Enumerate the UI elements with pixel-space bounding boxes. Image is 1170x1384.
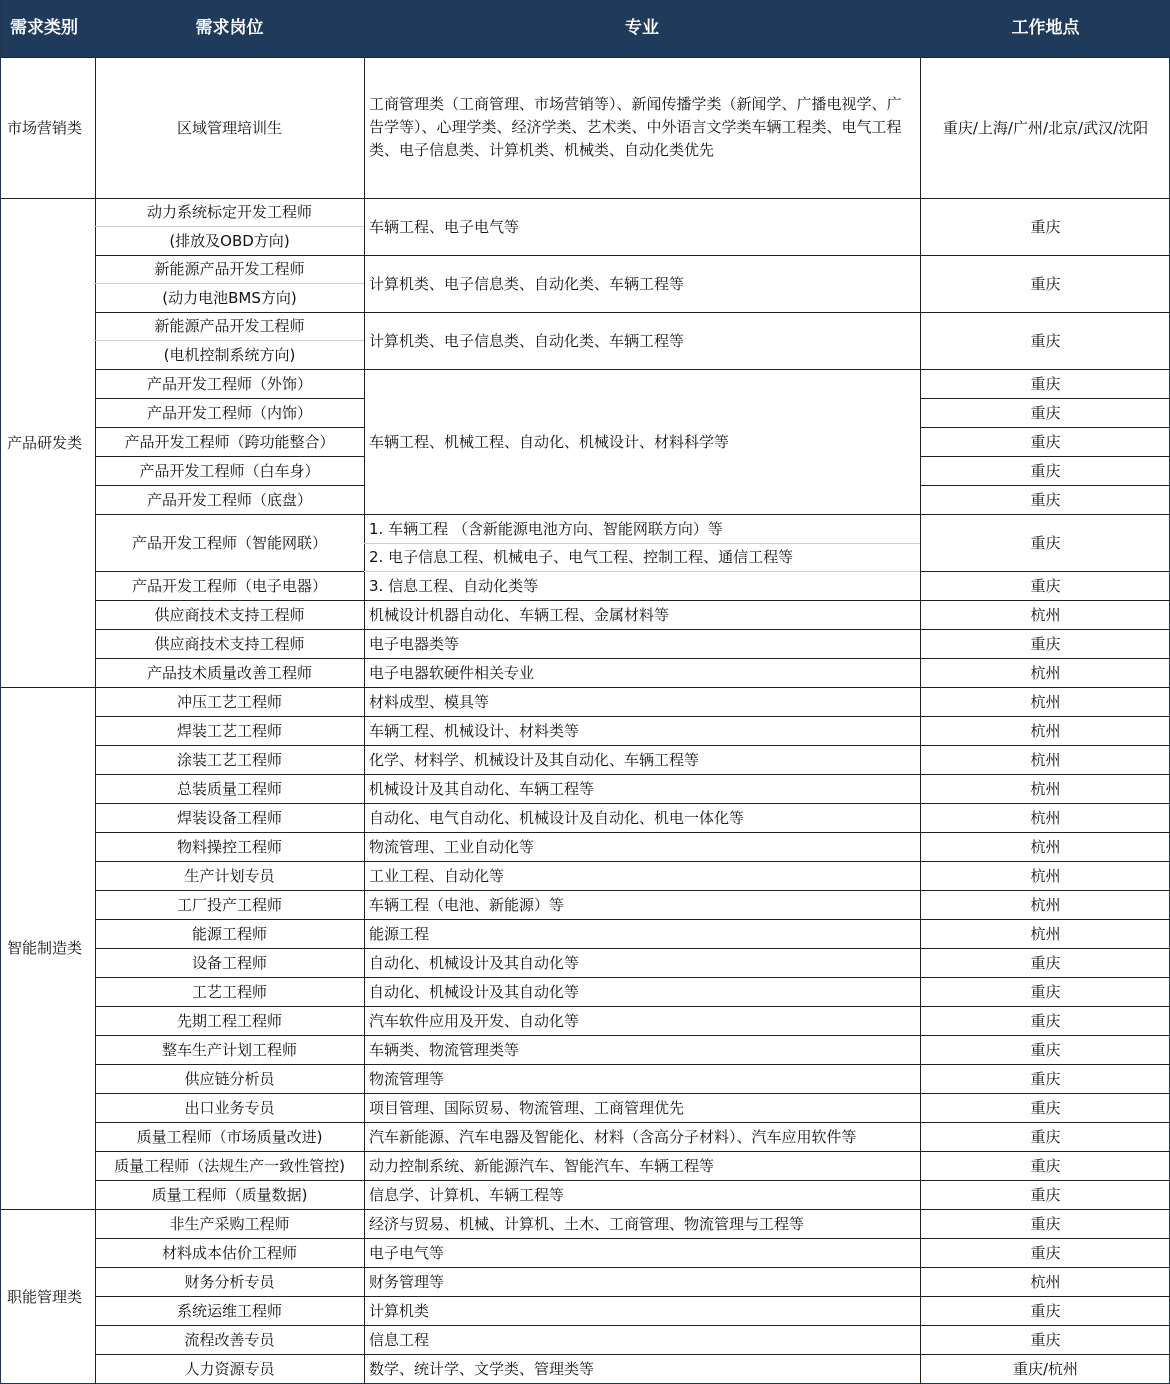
location-cell: 重庆 bbox=[1030, 374, 1061, 393]
position-cell: 产品开发工程师（跨功能整合） bbox=[124, 432, 335, 451]
location-cell: 杭州 bbox=[1030, 663, 1061, 682]
header-location: 工作地点 bbox=[920, 0, 1170, 57]
position-cell: 流程改善专员 bbox=[184, 1330, 275, 1349]
position-cell: 财务分析专员 bbox=[184, 1272, 275, 1291]
major-cell: 计算机类、电子信息类、自动化类、车辆工程等 bbox=[369, 331, 685, 350]
major-cell: 工商管理类（工商管理、市场营销等）、新闻传播学类（新闻学、广播电视学、广告学等）、心理学类、经济学类、艺术类、中外语言文学类车辆工程类、电气工程类、电子信息类、计算机类、机械类、自动化类优先 bbox=[369, 94, 902, 160]
major-cell: 计算机类、电子信息类、自动化类、车辆工程等 bbox=[369, 274, 685, 293]
position-cell: 生产计划专员 bbox=[184, 866, 275, 885]
major-cell: 车辆工程、电子电气等 bbox=[369, 217, 520, 236]
category-cell: 市场营销类 bbox=[7, 118, 83, 137]
location-cell: 重庆 bbox=[1030, 1330, 1061, 1349]
location-cell: 杭州 bbox=[1030, 1272, 1061, 1291]
location-cell: 杭州 bbox=[1030, 895, 1061, 914]
position-cell: 系统运维工程师 bbox=[176, 1301, 282, 1320]
major-cell: 信息工程 bbox=[369, 1330, 430, 1349]
location-cell: 杭州 bbox=[1030, 866, 1061, 885]
major-cell: 能源工程 bbox=[369, 924, 430, 943]
position-cell: 焊装工艺工程师 bbox=[176, 721, 282, 740]
location-cell: 重庆 bbox=[1030, 1040, 1061, 1059]
major-cell: 车辆工程、机械工程、自动化、机械设计、材料科学等 bbox=[369, 432, 730, 451]
category-cell: 智能制造类 bbox=[7, 939, 83, 957]
major-cell: 电子电器软硬件相关专业 bbox=[369, 663, 535, 682]
position-cell: 工艺工程师 bbox=[191, 982, 267, 1001]
major-cell: 3. 信息工程、自动化类等 bbox=[369, 576, 539, 595]
location-cell: 重庆 bbox=[1030, 953, 1061, 972]
location-cell: 重庆 bbox=[1030, 1069, 1061, 1088]
position-cell: 产品开发工程师（外饰） bbox=[146, 374, 312, 393]
major-cell: 工业工程、自动化等 bbox=[369, 866, 505, 885]
location-cell: 重庆/杭州 bbox=[1012, 1359, 1079, 1378]
location-cell: 杭州 bbox=[1030, 808, 1061, 827]
major-cell: 化学、材料学、机械设计及其自动化、车辆工程等 bbox=[369, 750, 700, 769]
position-cell: 人力资源专员 bbox=[184, 1359, 275, 1378]
major-cell: 机械设计机器自动化、车辆工程、金属材料等 bbox=[369, 605, 670, 624]
location-cell: 重庆 bbox=[1030, 1185, 1061, 1204]
location-cell: 重庆 bbox=[1030, 490, 1061, 509]
position-cell: 能源工程师 bbox=[191, 924, 267, 943]
position-cell: 质量工程师（市场质量改进) bbox=[136, 1127, 323, 1146]
major-cell: 车辆类、物流管理类等 bbox=[369, 1040, 520, 1059]
position-cell: (电机控制系统方向) bbox=[163, 345, 296, 364]
position-cell: 新能源产品开发工程师 bbox=[154, 260, 305, 278]
header-major: 专业 bbox=[364, 0, 920, 57]
major-cell: 材料成型、模具等 bbox=[369, 692, 490, 711]
position-cell: 产品开发工程师（内饰） bbox=[146, 403, 312, 422]
major-cell: 数学、统计学、文学类、管理类等 bbox=[369, 1359, 595, 1378]
position-cell: 供应链分析员 bbox=[184, 1069, 275, 1088]
major-cell: 机械设计及其自动化、车辆工程等 bbox=[369, 779, 595, 798]
major-cell: 1. 车辆工程 （含新能源电池方向、智能网联方向）等 bbox=[369, 519, 723, 538]
position-cell: 产品开发工程师（底盘） bbox=[146, 490, 312, 509]
position-cell: 供应商技术支持工程师 bbox=[154, 605, 305, 624]
position-cell: 总装质量工程师 bbox=[176, 779, 282, 798]
header-category: 需求类别 bbox=[1, 0, 95, 57]
location-cell: 重庆 bbox=[1030, 1243, 1061, 1262]
position-cell: 涂装工艺工程师 bbox=[176, 750, 282, 769]
header-position: 需求岗位 bbox=[95, 0, 364, 57]
major-cell: 物流管理、工业自动化等 bbox=[369, 837, 535, 856]
major-cell: 经济与贸易、机械、计算机、土木、工商管理、物流管理与工程等 bbox=[369, 1214, 805, 1233]
major-cell: 车辆工程、机械设计、材料类等 bbox=[369, 721, 580, 740]
position-cell: (动力电池BMS方向) bbox=[162, 288, 297, 307]
major-cell: 电子电气等 bbox=[369, 1243, 445, 1262]
major-cell: 动力控制系统、新能源汽车、智能汽车、车辆工程等 bbox=[369, 1156, 715, 1175]
position-cell: (排放及OBD方向) bbox=[169, 231, 290, 250]
position-cell: 产品开发工程师（电子电器） bbox=[131, 576, 327, 595]
position-cell: 新能源产品开发工程师 bbox=[154, 317, 305, 335]
category-cell: 职能管理类 bbox=[7, 1287, 83, 1306]
position-cell: 非生产采购工程师 bbox=[169, 1214, 290, 1233]
major-cell: 自动化、机械设计及其自动化等 bbox=[369, 982, 580, 1001]
location-cell: 重庆 bbox=[1030, 432, 1061, 451]
position-cell: 整车生产计划工程师 bbox=[161, 1040, 297, 1059]
location-cell: 重庆/上海/广州/北京/武汉/沈阳 bbox=[942, 118, 1149, 137]
major-cell: 汽车软件应用及开发、自动化等 bbox=[369, 1011, 580, 1030]
location-cell: 重庆 bbox=[1030, 1127, 1061, 1146]
location-cell: 重庆 bbox=[1030, 634, 1061, 653]
position-cell: 质量工程师（法规生产一致性管控) bbox=[114, 1156, 345, 1175]
position-cell: 设备工程师 bbox=[191, 953, 267, 972]
major-cell: 项目管理、国际贸易、物流管理、工商管理优先 bbox=[369, 1098, 685, 1117]
location-cell: 重庆 bbox=[1030, 1301, 1061, 1320]
location-cell: 重庆 bbox=[1030, 576, 1061, 595]
location-cell: 杭州 bbox=[1030, 721, 1061, 740]
position-cell: 区域管理培训生 bbox=[176, 118, 282, 137]
position-cell: 冲压工艺工程师 bbox=[176, 692, 282, 711]
position-cell: 工厂投产工程师 bbox=[176, 895, 282, 914]
location-cell: 重庆 bbox=[1030, 533, 1061, 552]
major-cell: 2. 电子信息工程、机械电子、电气工程、控制工程、通信工程等 bbox=[369, 548, 794, 566]
location-cell: 杭州 bbox=[1030, 924, 1061, 943]
location-cell: 杭州 bbox=[1030, 750, 1061, 769]
major-cell: 电子电器类等 bbox=[369, 634, 460, 653]
location-cell: 杭州 bbox=[1030, 837, 1061, 856]
position-cell: 物料操控工程师 bbox=[176, 837, 282, 856]
location-cell: 重庆 bbox=[1030, 1214, 1061, 1233]
location-cell: 杭州 bbox=[1030, 779, 1061, 798]
position-cell: 产品开发工程师（智能网联） bbox=[131, 533, 327, 552]
location-cell: 重庆 bbox=[1030, 1156, 1061, 1175]
category-cell: 产品研发类 bbox=[7, 433, 83, 452]
location-cell: 重庆 bbox=[1030, 461, 1061, 480]
major-cell: 自动化、机械设计及其自动化等 bbox=[369, 953, 580, 972]
position-cell: 焊装设备工程师 bbox=[176, 808, 282, 827]
major-cell: 财务管理等 bbox=[369, 1272, 445, 1291]
major-cell: 自动化、电气自动化、机械设计及自动化、机电一体化等 bbox=[369, 808, 745, 827]
major-cell: 汽车新能源、汽车电器及智能化、材料（含高分子材料）、汽车应用软件等 bbox=[369, 1127, 857, 1146]
location-cell: 重庆 bbox=[1030, 331, 1061, 350]
position-cell: 产品开发工程师（白车身） bbox=[139, 461, 320, 480]
location-cell: 杭州 bbox=[1030, 692, 1061, 711]
position-cell: 材料成本估价工程师 bbox=[161, 1243, 297, 1262]
location-cell: 重庆 bbox=[1030, 274, 1061, 293]
location-cell: 重庆 bbox=[1030, 982, 1061, 1001]
major-cell: 物流管理等 bbox=[369, 1069, 445, 1088]
location-cell: 重庆 bbox=[1030, 1011, 1061, 1030]
major-cell: 信息学、计算机、车辆工程等 bbox=[369, 1185, 565, 1204]
position-cell: 产品技术质量改善工程师 bbox=[146, 663, 312, 682]
position-cell: 动力系统标定开发工程师 bbox=[146, 203, 312, 221]
position-cell: 先期工程工程师 bbox=[176, 1011, 282, 1030]
position-cell: 出口业务专员 bbox=[184, 1098, 275, 1117]
major-cell: 车辆工程（电池、新能源）等 bbox=[369, 895, 565, 914]
location-cell: 重庆 bbox=[1030, 1098, 1061, 1117]
position-cell: 供应商技术支持工程师 bbox=[154, 634, 305, 653]
position-cell: 质量工程师（质量数据) bbox=[151, 1185, 308, 1204]
location-cell: 重庆 bbox=[1030, 217, 1061, 236]
location-cell: 重庆 bbox=[1030, 403, 1061, 422]
location-cell: 杭州 bbox=[1030, 605, 1061, 624]
major-cell: 计算机类 bbox=[369, 1301, 430, 1320]
